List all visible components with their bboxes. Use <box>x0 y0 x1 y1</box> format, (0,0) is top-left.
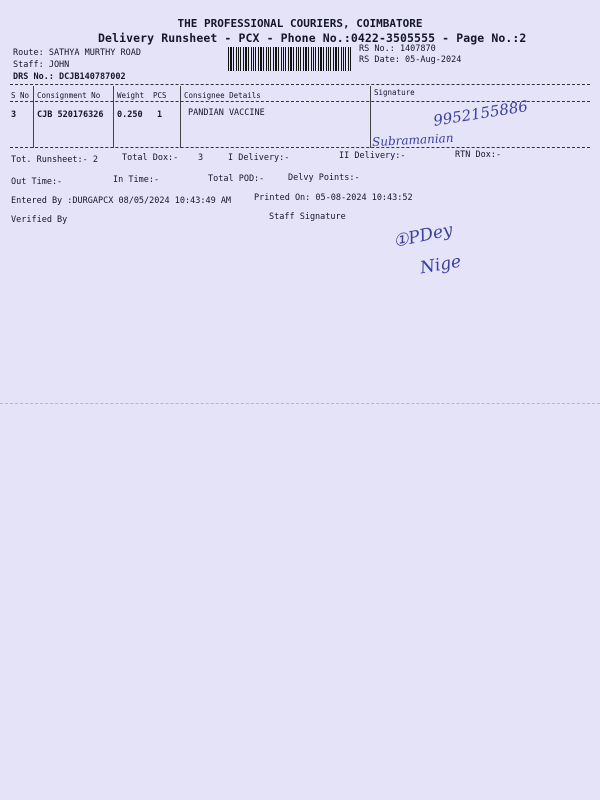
column-divider <box>370 86 371 148</box>
verified-by: Verified By <box>11 215 68 225</box>
table-top-rule <box>10 84 590 85</box>
staff-label: Staff: JOHN <box>13 60 70 70</box>
handwritten-signature: Subramanian <box>371 130 454 150</box>
handwritten-phone: 9952155886 <box>432 97 530 130</box>
staff-signature-label: Staff Signature <box>269 212 346 222</box>
column-divider <box>33 86 34 148</box>
entered-by: Entered By :DURGAPCX 08/05/2024 10:43:49 AM <box>11 196 232 206</box>
total-dox-value: 3 <box>198 153 204 163</box>
i-delivery: I Delivery:- <box>228 153 290 163</box>
rs-number: RS No.: 1407870 <box>359 44 436 54</box>
runsheet-title: Delivery Runsheet - PCX - Phone No.:0422-3505555 - Page No.:2 <box>98 31 527 45</box>
column-header-signature: Signature <box>374 88 415 97</box>
column-header-consignee: Consignee Details <box>184 91 261 100</box>
row-consignee: PANDIAN VACCINE <box>188 108 265 118</box>
handwritten-note-1: ①PDey <box>391 219 455 253</box>
row-sno: 3 <box>11 110 17 120</box>
column-header-weight: Weight <box>117 91 145 100</box>
out-time: Out Time:- <box>11 177 63 187</box>
rs-date: RS Date: 05-Aug-2024 <box>359 55 462 65</box>
in-time: In Time:- <box>113 175 160 185</box>
column-divider <box>180 86 181 148</box>
row-consignment-no: CJB 520176326 <box>37 110 104 120</box>
column-header-sno: S No <box>11 91 30 100</box>
drs-number: DRS No.: DCJB140787002 <box>13 72 126 82</box>
printed-on: Printed On: 05-08-2024 10:43:52 <box>254 193 413 203</box>
total-dox-label: Total Dox:- <box>122 153 179 163</box>
scan-artifact-line <box>0 403 600 404</box>
barcode-image <box>228 47 351 71</box>
company-name: THE PROFESSIONAL COURIERS, COIMBATORE <box>177 17 423 30</box>
handwritten-note-2: Nige <box>418 251 463 279</box>
delvy-points: Delvy Points:- <box>288 173 360 183</box>
ii-delivery: II Delivery:- <box>339 151 406 161</box>
row-weight: 0.250 <box>117 110 143 120</box>
rtn-dox: RTN Dox:- <box>455 150 502 160</box>
column-header-pcs: PCS <box>153 91 167 100</box>
row-pcs: 1 <box>157 110 163 120</box>
tot-runsheet: Tot. Runsheet:- 2 <box>11 155 98 165</box>
column-header-consignment: Consignment No <box>37 91 101 100</box>
table-bottom-rule <box>10 147 590 148</box>
column-divider <box>113 86 114 148</box>
route-label: Route: SATHYA MURTHY ROAD <box>13 48 141 58</box>
total-pod: Total POD:- <box>208 174 265 184</box>
